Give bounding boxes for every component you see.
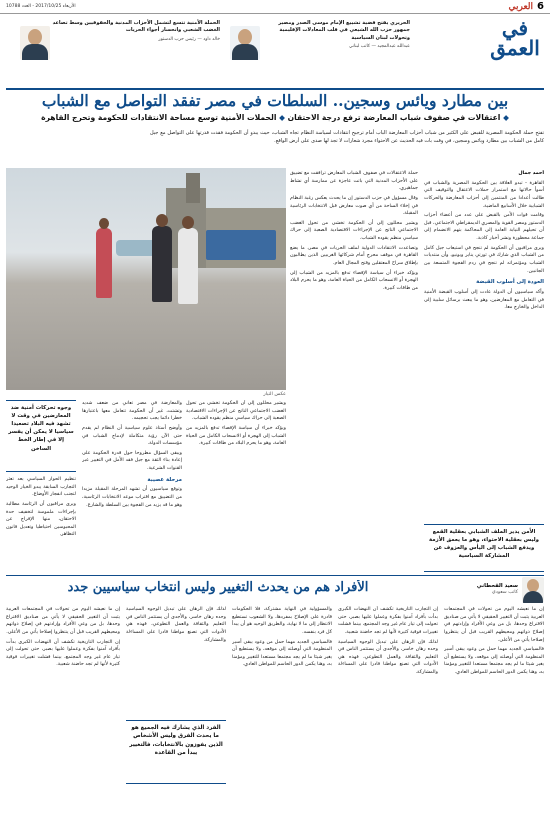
crosshead: مرحلة عصيبة: [147, 476, 182, 483]
page-number: 6: [537, 1, 544, 12]
paragraph: لذلك فإن الرهان على تبديل الوجوه السياسية وحده رهان خاسر، والأجدى أن يستثمر الناس في التعليم والثقافة والعمل التطوعي، فهذه هي الأدوات التي تصنع مواطنا قادرا على المساءلة والمشاركة.: [126, 606, 226, 643]
pull-quote-right: [424, 524, 544, 572]
opinion-headline: الأفراد هم من يحدث التغيير وليس انتخاب سياسيين جدد: [67, 580, 369, 595]
paragraph: ويبقى السؤال مطروحا حول قدرة الحكومة على إعادة بناء الثقة مع جيل فقد الأمل في التغيير عبر القنوات الشرعية.: [82, 449, 182, 472]
newspaper-logo: العربي: [508, 1, 534, 12]
paragraph: ويشير محللون إلى أن الحكومة تخشى من تحول الغضب الاجتماعي الناتج عن الإجراءات الاقتصادية الصعبة إلى حراك سياسي منظم يقوده الشباب.: [290, 219, 418, 242]
article-photo: [6, 168, 286, 390]
paragraph: وتوقع سياسيون أن تشهد المرحلة المقبلة مزيدا من التضييق مع اقتراب موعد الانتخابات الرئاسية، وهو ما قد يزيد من الفجوة بين السلطة والشارع.: [82, 486, 182, 508]
opinion-column-4: [126, 606, 226, 716]
photo-caption: عكس التيار: [263, 392, 286, 397]
opinion-column-3: [232, 606, 332, 820]
pull-quote-text: وجوه تحركات أمنية ضد المعارضين في وقت لا تشهد فيه البلاد تصعيدا سياسيا لا يمكن أن يفسر إلا في إطار الخط الساخن: [8, 405, 74, 452]
main-headline: بين مطارد ويائس وسجين.. السلطات في مصر تفقد التواصل مع الشباب: [6, 88, 544, 110]
page-top-bar: [0, 0, 550, 14]
opinion-column-1: [444, 606, 544, 820]
paragraph: ويرى مراقبون أن الرئاسة مطالبة بإجراءات ملموسة لتخفيف حدة الاحتقان، منها الإفراج عن المحبوسين احتياطيا وتعديل قانون التظاهر.: [6, 500, 76, 538]
author-photo-2: [20, 26, 50, 60]
section-title-line2: العمق: [490, 36, 540, 60]
paragraph: فالسياسي الجديد مهما حمل من وعود يبقى أسير المنظومة التي أوصلته إلى موقعه، ولا يستطيع أن يغير شيئا ما لم يجد مجتمعا مستعدا للتغيير ومؤمنا به، وهنا يكمن الدور الحاسم للمواطن العادي.: [444, 646, 544, 676]
author-role: كاتب سعودي: [491, 590, 518, 596]
article-lede: تفتح حملة الحكومة المصرية للقبض على الكثير من شباب أحزاب المعارضة الباب أمام ترجيح انتقادات لسياسة النظام تجاه الشباب، حيث يبدو أن الحكومة فقدت قدرتها على التواصل مع جيل كامل من الشباب بين مطارد ويائس وسجين، في وقت بات فيه الحديث عن الاحتواء مجرد شعارات لا تجد لها صدى على أرض الواقع.: [150, 130, 544, 144]
paragraph: إن ما نعيشه اليوم من تحولات في المجتمعات العربية يثبت أن التغيير الحقيقي لا يأتي من صناديق الاقتراع وحدها، بل من وعي الأفراد وإرادتهم في إصلاح ذواتهم ومحيطهم القريب قبل أن ينتظروا إصلاحا يأتي من الأعلى.: [6, 606, 120, 635]
paragraph: وتصاعدت الانتقادات الدولية لملف الحريات في مصر، ما يضع القاهرة في موقف محرج أمام شركائها الغربيين الذين يطالبون بإطلاق سراح المعتقلين وفتح المجال العام.: [290, 244, 418, 267]
article-column-mid: [290, 170, 418, 572]
paragraph: وقامت قوات الأمن بالقبض على عدد من أعضاء أحزاب الدستور ومصر القوية والمصري الديمقراطي الاجتماعي، قبل أن تحيلهم النيابة العامة إلى المحاكمة بتهم الانضمام إلى جماعة محظورة ونشر أخبار كاذبة.: [424, 212, 544, 242]
paragraph: ويؤكد خبراء أن سياسة الإقصاء تدفع بالمزيد من الشباب إلى الهجرة أو الانسحاب الكامل من الحياة العامة، وهو ما يحرم البلاد من طاقات كبيرة.: [290, 269, 418, 291]
paragraph: ويرى مراقبون أن الحكومة لم تنجح في استيعاب جيل كامل من الشباب الذي شارك في ثورتي يناير ويونيو، وأن منتديات الشباب ومؤتمراته لم تنجح في ردم الفجوة المتسعة بين الجانبين.: [424, 244, 544, 274]
teaser-1-caption: عبدالله عبدالمجيد — كاتب لبناني: [348, 43, 410, 49]
teaser-2[interactable]: [50, 20, 220, 88]
article-column-left-b: [6, 476, 76, 572]
teaser-1-text: الحريري يفتح قضية تشييع الإمام موسى الصدر ومصير جمهور حزب الله الشيعي في قلب المعادلات الإقليمية وتحولات لبنان السياسية: [278, 20, 410, 41]
main-subheadline: [6, 113, 544, 127]
teaser-2-text: الحملة الأمنية تتسع لتشمل الأحزاب المدنية والحقوقيين وسط تصاعد الغضب الشعبي وانحسار أجواء الحريات: [52, 20, 220, 34]
paragraph: والمعارضة في مصر تعاني من ضعف شديد وتشتت، غير أن الحكومة تتعامل معها باعتبارها خطرا دائما يجب تحجيمه.: [82, 400, 182, 422]
paragraph: فالسياسي الجديد مهما حمل من وعود يبقى أسير المنظومة التي أوصلته إلى موقعه، ولا يستطيع أن يغير شيئا ما لم يجد مجتمعا مستعدا للتغيير ومؤمنا به، وهنا يكمن الدور الحاسم للمواطن العادي.: [232, 638, 332, 668]
page-header: [0, 16, 550, 90]
pull-quote-text: الفرد الذي يشارك فيه الجميع هو ما يحدث الفرق وليس الأشخاص الذين يفوزون بالانتخابات، فالتغيير يبدأ من القاعدة: [129, 725, 223, 757]
article-column-left-a: [82, 400, 182, 572]
pull-quote-left: [6, 400, 76, 472]
subheadline-part-1: اعتقالات في صفوف شباب المعارضة ترفع درجة الاحتقان: [287, 113, 501, 122]
paragraph: حملة الاعتقالات في صفوف الشباب المعارض ترافقت مع تضييق على الأحزاب المدنية التي باتت عاجزة عن ممارسة أي نشاط جماهيري.: [290, 170, 418, 192]
article-column-right: [424, 170, 544, 520]
bullet-icon: ◆: [503, 113, 509, 122]
opinion-pull-quote: [126, 720, 226, 784]
article-byline: أحمد جمال: [518, 170, 544, 176]
paragraph: ويؤكد خبراء أن سياسة الإقصاء تدفع بالمزيد من الشباب إلى الهجرة أو الانسحاب الكامل من الحياة العامة، وهو ما يحرم البلاد من طاقات كبيرة.: [186, 424, 286, 447]
paragraph: وأكد سياسيون أن الدولة عادت إلى أسلوب القبضة الأمنية في التعامل مع المعارضين، وهو ما يبعث برسائل سلبية إلى الداخل والخارج معا.: [424, 288, 544, 311]
teaser-2-caption: خالد داود — رئيس حزب الدستور: [158, 36, 220, 42]
paragraph: لذلك فإن الرهان على تبديل الوجوه السياسية وحده رهان خاسر، والأجدى أن يستثمر الناس في التعليم والثقافة والعمل التطوعي، فهذه هي الأدوات التي تصنع مواطنا قادرا على المساءلة والمشاركة.: [338, 638, 438, 676]
paragraph: إن ما نعيشه اليوم من تحولات في المجتمعات العربية يثبت أن التغيير الحقيقي لا يأتي من صناديق الاقتراع وحدها، بل من وعي الأفراد وإرادتهم في إصلاح ذواتهم ومحيطهم القريب قبل أن ينتظروا إصلاحا يأتي من الأعلى.: [444, 606, 544, 643]
brand-block: [508, 1, 544, 12]
section-title-line1: في: [501, 16, 529, 40]
paragraph: إن التجارب التاريخية تكشف أن النهضات الكبرى بدأت بأفراد آمنوا بفكرة وعملوا عليها بصبر، حتى تحولت إلى تيار عام غير وجه المجتمع، بينما فشلت تغييرات فوقية كثيرة لأنها لم تجد حاضنة شعبية.: [6, 638, 120, 668]
paragraph: تنظيم الحوار السياسي بعد تعثر التجارب السابقة يبدو الخيار الوحيد لتجنب انفجار الأوضاع.: [6, 476, 76, 498]
opinion-column-5: [6, 606, 120, 820]
author-name: سعيد القحطاني: [476, 582, 518, 589]
section-title: [486, 18, 544, 88]
subheadline-part-2: الحملات الأمنية توسع مساحة الانتقادات للحكومة وتحرج القاهرة: [41, 113, 277, 122]
issue-dateline: الأربعاء 2017/10/25 - العدد 10788: [6, 4, 76, 9]
teaser-1[interactable]: [260, 20, 410, 88]
paragraph: ويشير محللون إلى أن الحكومة تخشى من تحول الغضب الاجتماعي الناتج عن الإجراءات الاقتصادية الصعبة إلى حراك سياسي منظم يقوده الشباب.: [186, 400, 286, 422]
paragraph: إن التجارب التاريخية تكشف أن النهضات الكبرى بدأت بأفراد آمنوا بفكرة وعملوا عليها بصبر، حتى تحولت إلى تيار عام غير وجه المجتمع، بينما فشلت تغييرات فوقية كثيرة لأنها لم تجد حاضنة شعبية.: [338, 606, 438, 635]
paragraph: وأوضح أستاذ علوم سياسية أن النظام لم يقدم حتى الآن رؤية متكاملة لإدماج الشباب في مؤسسات الدولة.: [82, 424, 182, 447]
opinion-author: [434, 576, 544, 604]
author-names: [477, 583, 518, 597]
crosshead: العودة إلى أسلوب القبضة: [476, 279, 544, 286]
paragraph: القاهرة - تبدو العلاقة بين الحكومة المصرية والشباب في أسوأ حالاتها مع استمرار حملات الاعتقال والتوقيف التي طالت أعدادا من المنتمين إلى أحزاب المعارضة والحركات الشبابية خلال الأسابيع الماضية.: [424, 179, 544, 209]
article-column-left-c: [186, 400, 286, 572]
bullet-icon: ◆: [279, 113, 285, 122]
author-photo-1: [230, 26, 260, 60]
paragraph: وقال مسؤول في حزب الدستور إن ما يحدث يعكس رغبة النظام في إخلاء الساحة من أي صوت معارض قبل الانتخابات الرئاسية المقبلة.: [290, 194, 418, 217]
opinion-column-2: [338, 606, 438, 820]
author-photo-3: [522, 577, 544, 603]
paragraph: والمسؤولية في النهاية مشتركة، فلا الحكومات قادرة على الإصلاح بمفردها، ولا الشعوب تستطيع الانتظار إلى ما لا نهاية، والطريق الوحيد هو أن يبدأ كل فرد بنفسه.: [232, 606, 332, 635]
pull-quote-text: الأمن يدير الملف الشبابي بعقلية القمع وليس بعقلية الاحتواء، وهو ما يعمق الأزمة ويدفع الشباب إلى اليأس والعزوف عن المشاركة السياسية: [429, 529, 539, 560]
